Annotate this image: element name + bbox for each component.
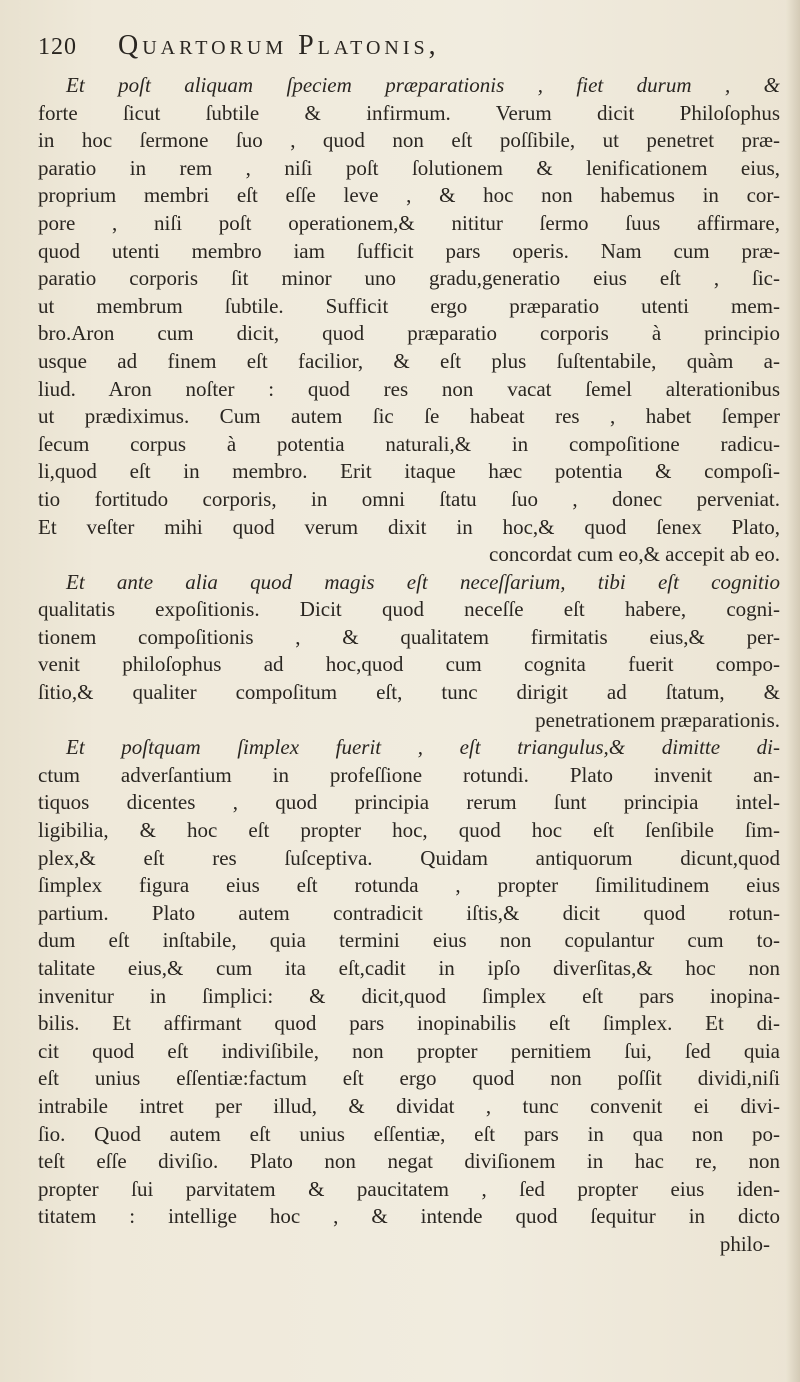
text-line: quod utenti membro iam ſufficit pars operis. Nam cum præ- [38, 238, 780, 263]
text-line: dum eſt inſtabile, quia termini eius non copulantur cum to- [38, 928, 780, 953]
text-line: Et poſtquam ſimplex fuerit , eſt triangulus,& dimitte di- [66, 735, 780, 760]
page-number: 120 [38, 34, 77, 60]
text-line: bilis. Et affirmant quod pars inopinabilis eſt ſimplex. Et di- [38, 1011, 780, 1036]
text-line: ſio. Quod autem eſt unius eſſentiæ, eſt pars in qua non po- [38, 1121, 780, 1146]
text-line: eſt unius eſſentiæ:factum eſt ergo quod non poſſit dividi,niſi [38, 1066, 780, 1091]
text-line: pore , niſi poſt operationem,& nititur ſermo ſuus affirmare, [38, 210, 780, 235]
text-line: venit philoſophus ad hoc,quod cum cognita fuerit compo- [38, 652, 780, 677]
text-line: teſt eſſe diviſio. Plato non negat diviſionem in hac re, non [38, 1149, 780, 1174]
text-line: penetrationem præparationis. [535, 707, 780, 732]
text-line: liud. Aron noſter : quod res non vacat ſemel alterationibus [38, 376, 780, 401]
text-line: ut prædiximus. Cum autem ſic ſe habeat res , habet ſemper [38, 404, 780, 429]
text-line: ſimplex figura eius eſt rotunda , propter ſimilitudinem eius [38, 873, 780, 898]
text-line: concordat cum eo,& accepit ab eo. [489, 542, 780, 567]
text-line: ligibilia, & hoc eſt propter hoc, quod hoc eſt ſenſibile ſim- [38, 818, 780, 843]
text-line: in hoc ſermone ſuo , quod non eſt poſſibile, ut penetret præ- [38, 128, 780, 153]
text-line: bro.Aron cum dicit, quod præparatio corporis à principio [38, 321, 780, 346]
text-line: propter ſui parvitatem & paucitatem , ſed propter eius iden- [38, 1176, 780, 1201]
text-line: ſecum corpus à potentia naturali,& in compoſitione radicu- [38, 431, 780, 456]
text-line: ut membrum ſubtile. Sufficit ergo præparatio utenti mem- [38, 293, 780, 318]
text-line: Et veſter mihi quod verum dixit in hoc,& quod ſenex Plato, [38, 514, 780, 539]
page-header [38, 28, 778, 68]
text-line: Et poſt aliquam ſpeciem præparationis , fiet durum , & [66, 73, 780, 97]
text-line: partium. Plato autem contradicit iſtis,& dicit quod rotun- [38, 900, 780, 925]
text-line: tiquos dicentes , quod principia rerum ſunt principia intel- [38, 790, 780, 815]
text-line: intrabile intret per illud, & dividat , tunc convenit ei divi- [38, 1093, 780, 1118]
text-line: proprium membri eſt eſſe leve , & hoc non habemus in cor- [38, 183, 780, 208]
running-title: Quartorum Platonis, [118, 30, 440, 61]
text-line: ſitio,& qualiter compoſitum eſt, tunc dirigit ad ſtatum, & [38, 680, 780, 705]
text-line: tionem compoſitionis , & qualitatem firmitatis eius,& per- [38, 624, 780, 649]
text-line: qualitatis expoſitionis. Dicit quod neceſſe eſt habere, cogni- [38, 597, 780, 622]
text-line: plex,& eſt res ſuſceptiva. Quidam antiquorum dicunt,quod [38, 845, 780, 870]
text-line: talitate eius,& cum ita eſt,cadit in ipſo diverſitas,& hoc non [38, 956, 780, 980]
text-line: ctum adverſantium in profeſſione rotundi. Plato invenit an- [38, 762, 780, 787]
text-line: philo- [719, 1231, 770, 1256]
page-edge-shadow [786, 0, 800, 1382]
text-line: forte ſicut ſubtile & infirmum. Verum dicit Philoſophus [38, 100, 780, 125]
text-line: li,quod eſt in membro. Erit itaque hæc potentia & compoſi- [38, 459, 780, 484]
text-line: titatem : intellige hoc , & intende quod ſequitur in dicto [38, 1204, 780, 1229]
text-line: tio fortitudo corporis, in omni ſtatu ſuo , donec perveniat. [38, 486, 780, 511]
text-line: paratio corporis ſit minor uno gradu,generatio eius eſt , ſic- [38, 266, 780, 291]
text-line: cit quod eſt indiviſibile, non propter pernitiem ſui, ſed quia [38, 1038, 780, 1063]
text-line: paratio in rem , niſi poſt ſolutionem & lenificationem eius, [38, 155, 780, 180]
text-line: invenitur in ſimplici: & dicit,quod ſimplex eſt pars inopina- [38, 983, 780, 1008]
text-line: usque ad finem eſt facilior, & eſt plus ſuſtentabile, quàm a- [38, 348, 780, 373]
text-line: Et ante alia quod magis eſt neceſſarium, tibi eſt cognitio [66, 569, 780, 594]
text-body [38, 72, 780, 1259]
